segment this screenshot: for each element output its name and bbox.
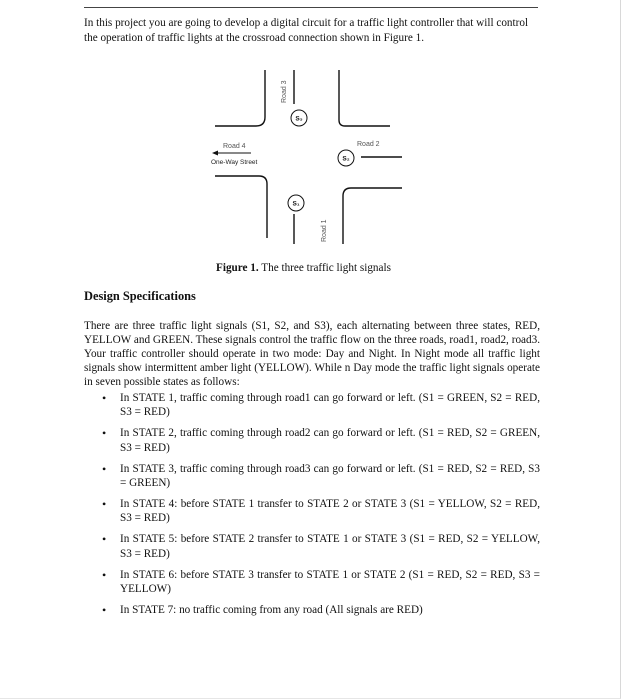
- state-item: [84, 426, 540, 455]
- state-item: [84, 391, 540, 420]
- state-text: In STATE 6: before STATE 3 transfer to STATE 1 or STATE 2 (S1 = RED, S2 = RED, S3 = YELLOW): [120, 568, 540, 595]
- states-list: [84, 391, 540, 624]
- state-text: In STATE 1, traffic coming through road1 can go forward or left. (S1 = GREEN, S2 = RED, S3 = RED): [120, 392, 540, 419]
- state-item: [84, 603, 540, 617]
- state-text: In STATE 7: no traffic coming from any road (All signals are RED): [120, 603, 423, 616]
- state-text: In STATE 3, traffic coming through road3 can go forward or left. (S1 = RED, S2 = RED, S3 = GREEN): [120, 462, 540, 490]
- state-text: In STATE 2, traffic coming through road2 can go forward or left. (S1 = RED, S2 = GREEN, S3 = RED): [120, 427, 540, 454]
- figure-caption-label: Figure 1.: [216, 262, 259, 274]
- road-edge-upper-left: [215, 70, 265, 126]
- body-paragraph: There are three traffic light signals (S1, S2, and S3), each alternating between three states, RED, YELLOW and GREEN. These signals control the traffic flow on the three roads, road1, road2, road3. Your traffic controller should operate in two mode: Day and Night. In Night mode all traffic light signals show intermittent amber light (YELLOW). While n Day mode the traffic light signals operate in seven possible states as follows:: [84, 320, 540, 389]
- road-edge-lower-left: [215, 176, 267, 238]
- figure-caption: [216, 262, 391, 274]
- bullet-icon: •: [102, 496, 107, 511]
- bullet-icon: •: [102, 391, 107, 405]
- road2-label: Road 2: [357, 141, 380, 148]
- state-text: In STATE 4: before STATE 1 transfer to STATE 2 or STATE 3 (S1 = YELLOW, S2 = RED, S3 = RED): [120, 497, 540, 525]
- bullet-icon: •: [102, 567, 107, 582]
- one-way-label: One-Way Street: [211, 159, 258, 166]
- road-edge-lower-right: [343, 188, 402, 244]
- state-text: In STATE 5: before STATE 2 transfer to STATE 1 or STATE 3 (S1 = RED, S2 = YELLOW, S3 = RED): [120, 533, 540, 560]
- state-item: [84, 462, 540, 491]
- state-item: [84, 532, 540, 561]
- bullet-icon: •: [102, 461, 107, 476]
- road-edge-upper-right: [339, 70, 390, 126]
- road4-label: Road 4: [223, 143, 246, 150]
- section-title: Design Specifications: [84, 289, 196, 303]
- signal-s1-label: S₁: [292, 200, 300, 208]
- signal-s3-label: S₃: [295, 115, 303, 123]
- one-way-arrow-head: [212, 151, 218, 156]
- crossroad-diagram: [195, 62, 425, 258]
- state-item: [84, 497, 540, 526]
- figure-caption-text: The three traffic light signals: [258, 262, 391, 274]
- intro-paragraph: In this project you are going to develop a digital circuit for a traffic light controller that will control the operation of traffic lights at the crossroad connection shown in Figure 1.: [84, 17, 529, 44]
- bullet-icon: •: [102, 602, 107, 617]
- crossroad-figure: [195, 62, 425, 258]
- road3-label: Road 3: [281, 80, 288, 103]
- bullet-icon: •: [102, 426, 107, 441]
- road1-label: Road 1: [321, 219, 328, 242]
- state-item: [84, 568, 540, 597]
- signal-s2-label: S₂: [342, 155, 350, 163]
- bullet-icon: •: [102, 532, 107, 547]
- top-rule: [84, 7, 538, 8]
